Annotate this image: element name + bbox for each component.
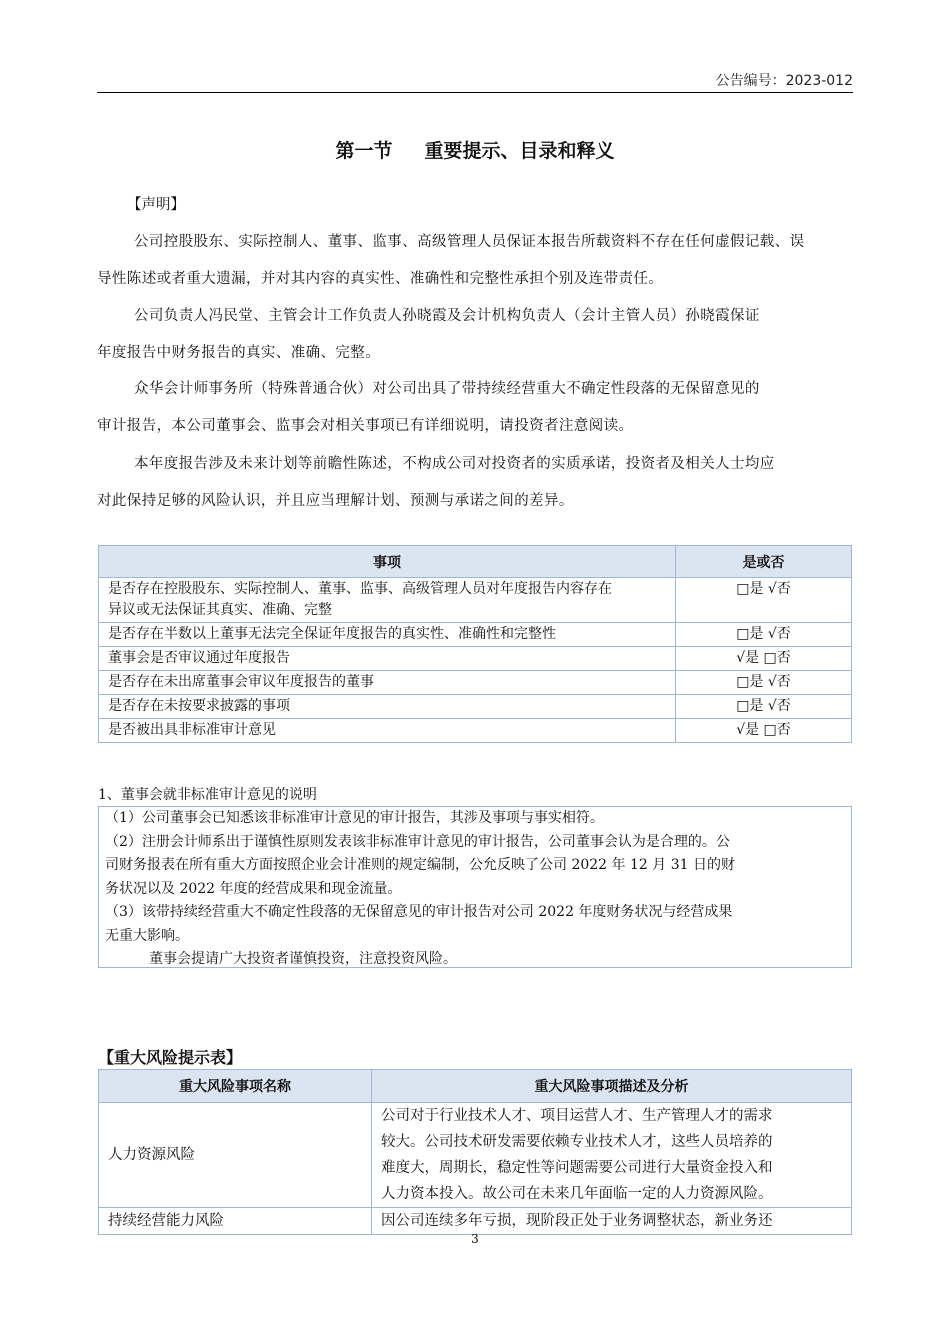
section-title — [0, 136, 950, 163]
table-row: 是否存在控股股东、实际控制人、董事、监事、高级管理人员对年度报告内容存在 异议或无法保证其真实、准确、完整 □是 √否 — [99, 578, 852, 623]
board-opinion-box: （1）公司董事会已知悉该非标准审计意见的审计报告，其涉及事项与事实相符。 （2）注册会计师系出于谨慎性原则发表该非标准审计意见的审计报告，公司董事会认为是合理的。公 司财务报表在所有重大方面按照企业会计准则的规定编制，公允反映了公司 2022 年 12 月 31 日的财 务状况以及 2022 年度的经营成果和现金流量。 （3）该带持续经营重大不确定性段落的无保留意见的审计报告对公司 2022 年度财务状况与经营成果 无重大影响。 董事会提请广大投资者谨慎投资，注意投资风险。 — [98, 806, 852, 968]
paragraph: 公司控股股东、实际控制人、董事、监事、高级管理人员保证本报告所载资料不存在任何虚假记载、误 导性陈述或者重大遗漏，并对其内容的真实性、准确性和完整性承担个别及连带责任。 — [97, 234, 805, 287]
risk-table — [98, 1069, 852, 1235]
risk-table-heading: 【重大风险提示表】 — [98, 1048, 243, 1067]
paragraph: 公司负责人冯民堂、主管会计工作负责人孙晓霞及会计机构负责人（会计主管人员）孙晓霞保证 年度报告中财务报告的真实、准确、完整。 — [97, 308, 760, 361]
section-heading: 重要提示、目录和释义 — [424, 140, 615, 162]
announcement-number: 公告编号：2023-012 — [715, 73, 853, 89]
declaration-label: 【声明】 — [127, 197, 185, 213]
answer-cell: √是 □否 — [676, 647, 852, 671]
table-row: 是否被出具非标准审计意见 √是 □否 — [99, 719, 852, 743]
answer-cell: □是 √否 — [676, 695, 852, 719]
page-header — [97, 66, 853, 93]
risk-description: 因公司连续多年亏损，现阶段正处于业务调整状态，新业务还 — [372, 1208, 852, 1235]
column-header: 重大风险事项描述及分析 — [372, 1070, 852, 1103]
risk-description: 公司对于行业技术人才、项目运营人才、生产管理人才的需求 较大。公司技术研发需要依赖专业技术人才，这些人员培养的 难度大，周期长，稳定性等问题需要公司进行大量资金投入和 人力资本投入。故公司在未来几年面临一定的人力资源风险。 — [372, 1103, 852, 1208]
table-row: 董事会是否审议通过年度报告 √是 □否 — [99, 647, 852, 671]
answer-cell: □是 √否 — [676, 623, 852, 647]
answer-cell: √是 □否 — [676, 719, 852, 743]
table-row: 是否存在未按要求披露的事项 □是 √否 — [99, 695, 852, 719]
matters-table — [98, 545, 852, 743]
risk-name: 人力资源风险 — [99, 1103, 372, 1208]
answer-cell: □是 √否 — [676, 671, 852, 695]
paragraph: 众华会计师事务所（特殊普通合伙）对公司出具了带持续经营重大不确定性段落的无保留意见的 审计报告，本公司董事会、监事会对相关事项已有详细说明，请投资者注意阅读。 — [97, 381, 760, 434]
column-header: 事项 — [99, 546, 676, 578]
paragraph: 本年度报告涉及未来计划等前瞻性陈述，不构成公司对投资者的实质承诺，投资者及相关人士均应 对此保持足够的风险认识，并且应当理解计划、预测与承诺之间的差异。 — [97, 456, 775, 509]
table-row — [99, 1208, 852, 1235]
table-row: 是否存在未出席董事会审议年度报告的董事 □是 √否 — [99, 671, 852, 695]
table-row: 是否存在半数以上董事无法完全保证年度报告的真实性、准确性和完整性 □是 √否 — [99, 623, 852, 647]
answer-cell: □是 √否 — [676, 578, 852, 623]
table-row — [99, 1103, 852, 1208]
section-number: 第一节 — [335, 140, 393, 162]
column-header: 重大风险事项名称 — [99, 1070, 372, 1103]
page-number: 3 — [471, 1232, 479, 1246]
risk-name: 持续经营能力风险 — [99, 1208, 372, 1235]
column-header: 是或否 — [676, 546, 852, 578]
board-opinion-title: 1、董事会就非标准审计意见的说明 — [98, 787, 317, 803]
